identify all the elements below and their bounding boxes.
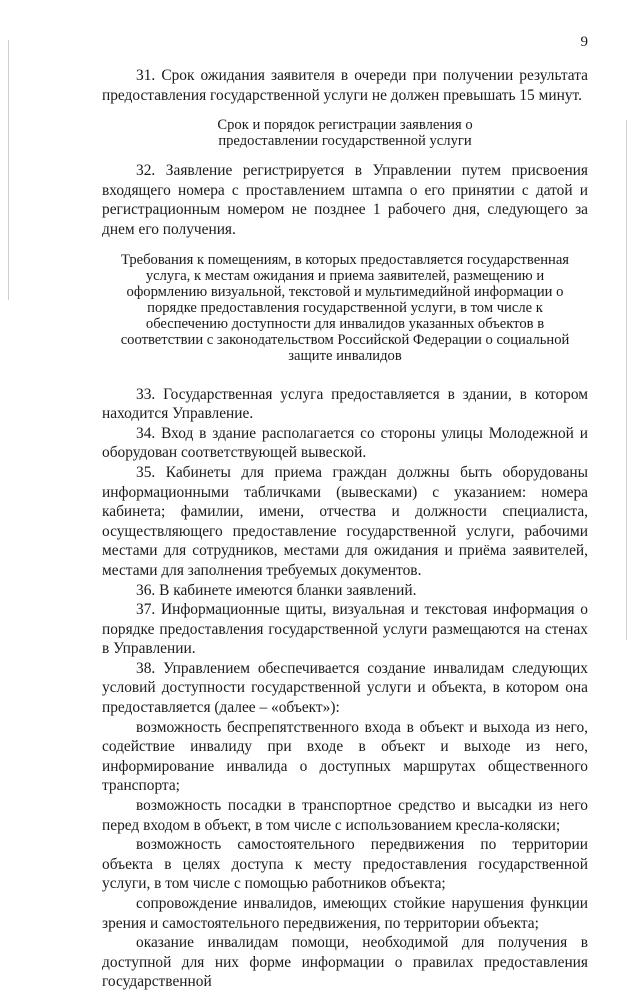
section-heading-registration: Срок и порядок регистрации заявления о предоставлении государственной услуги	[217, 117, 473, 150]
paragraph-38: 38. Управлением обеспечивается создание инвалидам следующих условий доступности государственной услуги и объекта, в котором она предоставляется (далее – «объект»):	[102, 659, 588, 717]
paragraph-31: 31. Срок ожидания заявителя в очереди при получении результата предоставления государственной услуги не должен превышать 15 минут.	[102, 67, 588, 104]
page-number: 9	[580, 34, 588, 50]
document-body	[102, 66, 588, 992]
list-item-entry: возможность беспрепятственного входа в объект и выхода из него, содействие инвалиду при входе в объект и выходе из него, информирование инвалида о доступных маршрутах общественного транспорта;	[102, 718, 588, 795]
list-item-escort: сопровождение инвалидов, имеющих стойкие нарушения функции зрения и самостоятельного передвижения, по территории объекта;	[102, 895, 588, 932]
paragraph-32: 32. Заявление регистрируется в Управлении путем присвоения входящего номера с проставлением штампа о его принятии с датой и регистрационным номером не позднее 1 рабочего дня, следующего за днем его получения.	[102, 162, 588, 238]
paragraph-36: 36. В кабинете имеются бланки заявлений.	[136, 581, 417, 599]
paragraph-33: 33. Государственная услуга предоставляется в здании, в котором находится Управление.	[102, 385, 588, 423]
scan-edge-right	[626, 120, 627, 640]
list-item-transport: возможность посадки в транспортное средство и высадки из него перед входом в объект, в том числе с использованием кресла-коляски;	[102, 797, 588, 834]
list-item-assistance: оказание инвалидам помощи, необходимой для получения в доступной для них форме информации о правилах предоставления государственной	[102, 934, 588, 991]
paragraph-34: 34. Вход в здание располагается со стороны улицы Молодежной и оборудован соответствующей вывеской.	[102, 424, 588, 462]
scan-edge-left	[8, 40, 9, 300]
list-item-movement: возможность самостоятельного передвижения по территории объекта в целях доступа к месту предоставления государственной услуги, в том числе с помощью работников объекта;	[102, 836, 588, 893]
section-heading-premises: Требования к помещениям, в которых предоставляется государственная услуга, к местам ожидания и приема заявителей, размещению и оформлению визуальной, текстовой и мультимедийной информации о порядке предоставления государственной услуги, в том числе к обеспечению доступности для инвалидов указанных объектов в соответствии с законодательством Российской Федерации о социальной защите инвалидов	[120, 251, 570, 364]
paragraph-37: 37. Информационные щиты, визуальная и текстовая информация о порядке предоставления государственной услуги размещаются на стенах в Управлении.	[102, 601, 588, 658]
paragraph-35: 35. Кабинеты для приема граждан должны быть оборудованы информационными табличками (вывесками) с указанием: номера кабинета; фамилии, имени, отчества и должности специалиста, осуществляющего предоставление государственной услуги, рабочими местами для сотрудников, местами для ожидания и приёма заявителей, местами для заполнения требуемых документов.	[102, 463, 588, 579]
